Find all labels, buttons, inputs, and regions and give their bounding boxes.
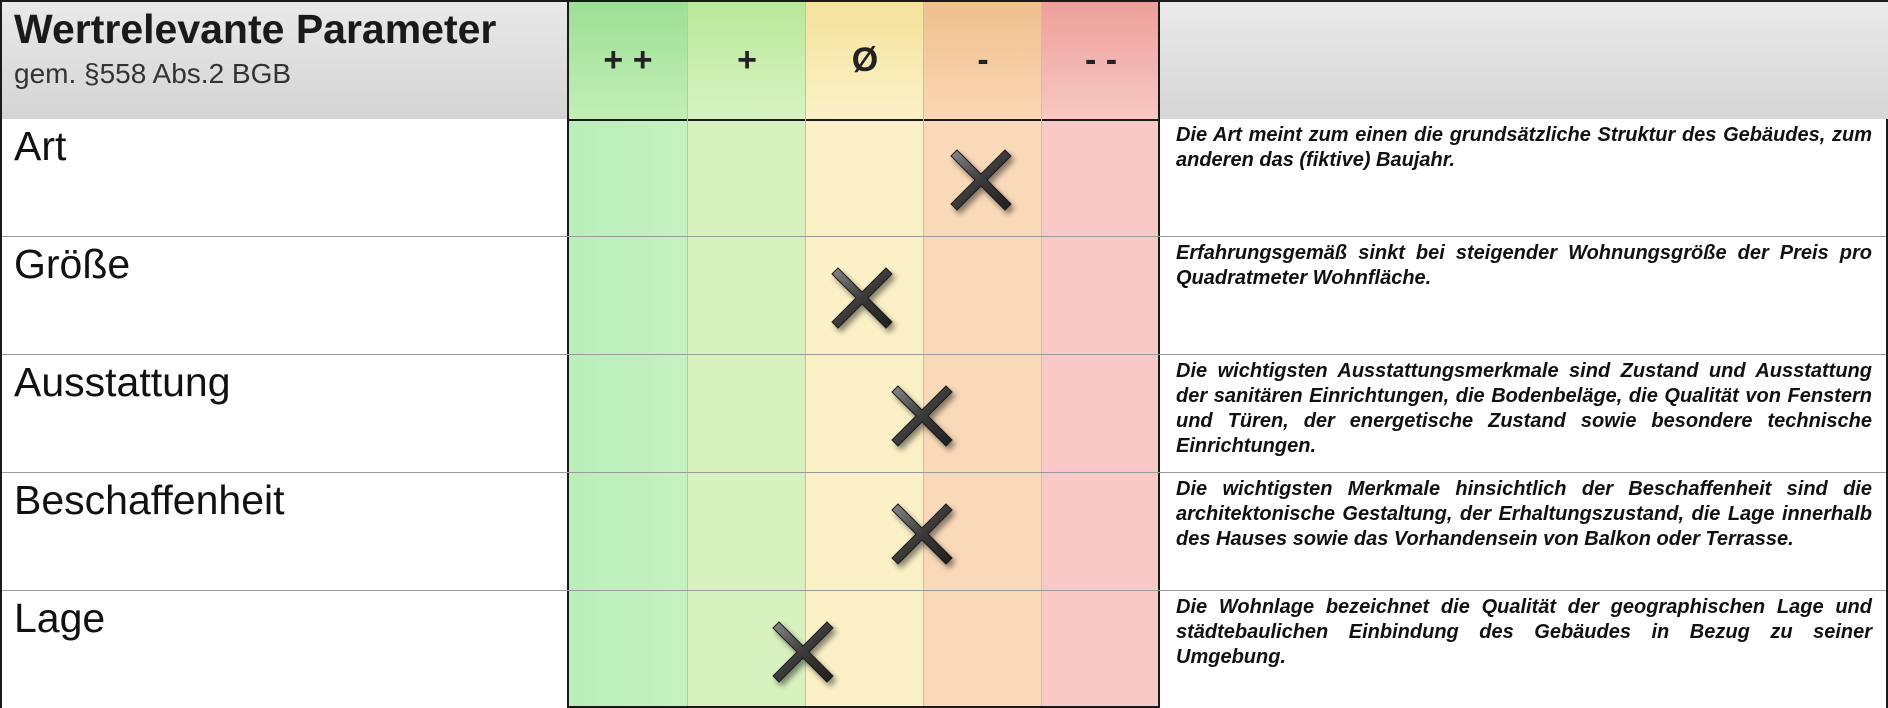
rating-header-average: Ø	[806, 2, 924, 121]
rating-cross-icon	[884, 496, 960, 572]
rating-header-positive: +	[688, 2, 806, 121]
parameter-description: Die Art meint zum einen die grundsätzliche Struktur des Gebäudes, zum anderen das (fiktive) Baujahr.	[1158, 119, 1886, 236]
rating-cross-icon	[824, 260, 900, 336]
parameter-name: Ausstattung	[2, 355, 569, 472]
parameter-name: Art	[2, 119, 569, 236]
table-row-groesse	[2, 237, 1886, 354]
rating-cross-icon	[943, 142, 1019, 218]
parameter-description: Die wichtigsten Merkmale hinsichtlich der Beschaffenheit sind die architektonische Gestaltung, der Erhaltungszustand, die Lage innerhalb des Hauses sowie das Vorhandensein von Balkon oder Terrasse.	[1158, 473, 1886, 590]
table-header-parameter	[2, 2, 569, 121]
parameter-description: Die Wohnlage bezeichnet die Qualität der geographischen Lage und städtebaulichen Einbindung des Gebäudes in Bezug zu seiner Umgebung.	[1158, 591, 1886, 708]
rating-cross-icon	[765, 614, 841, 690]
table-title: Wertrelevante Parameter	[14, 6, 497, 52]
parameter-description: Erfahrungsgemäß sinkt bei steigender Wohnungsgröße der Preis pro Quadratmeter Wohnfläche.	[1158, 237, 1886, 354]
rating-cross-icon	[884, 378, 960, 454]
parameter-name: Lage	[2, 591, 569, 708]
table-header-description	[1158, 2, 1888, 121]
parameter-description: Die wichtigsten Ausstattungsmerkmale sind Zustand und Ausstattung der sanitären Einrichtungen, die Bodenbeläge, die Qualität von Fenstern und Türen, der energetische Zustand sowie besondere technische Einrichtungen.	[1158, 355, 1886, 472]
rating-header-negative: -	[924, 2, 1042, 121]
table-row-lage	[2, 591, 1886, 708]
parameter-name: Beschaffenheit	[2, 473, 569, 590]
parameter-name: Größe	[2, 237, 569, 354]
table-subtitle: gem. §558 Abs.2 BGB	[14, 58, 292, 89]
rating-header-very-negative: - -	[1042, 2, 1160, 121]
rating-header-very-positive: + +	[569, 2, 687, 121]
